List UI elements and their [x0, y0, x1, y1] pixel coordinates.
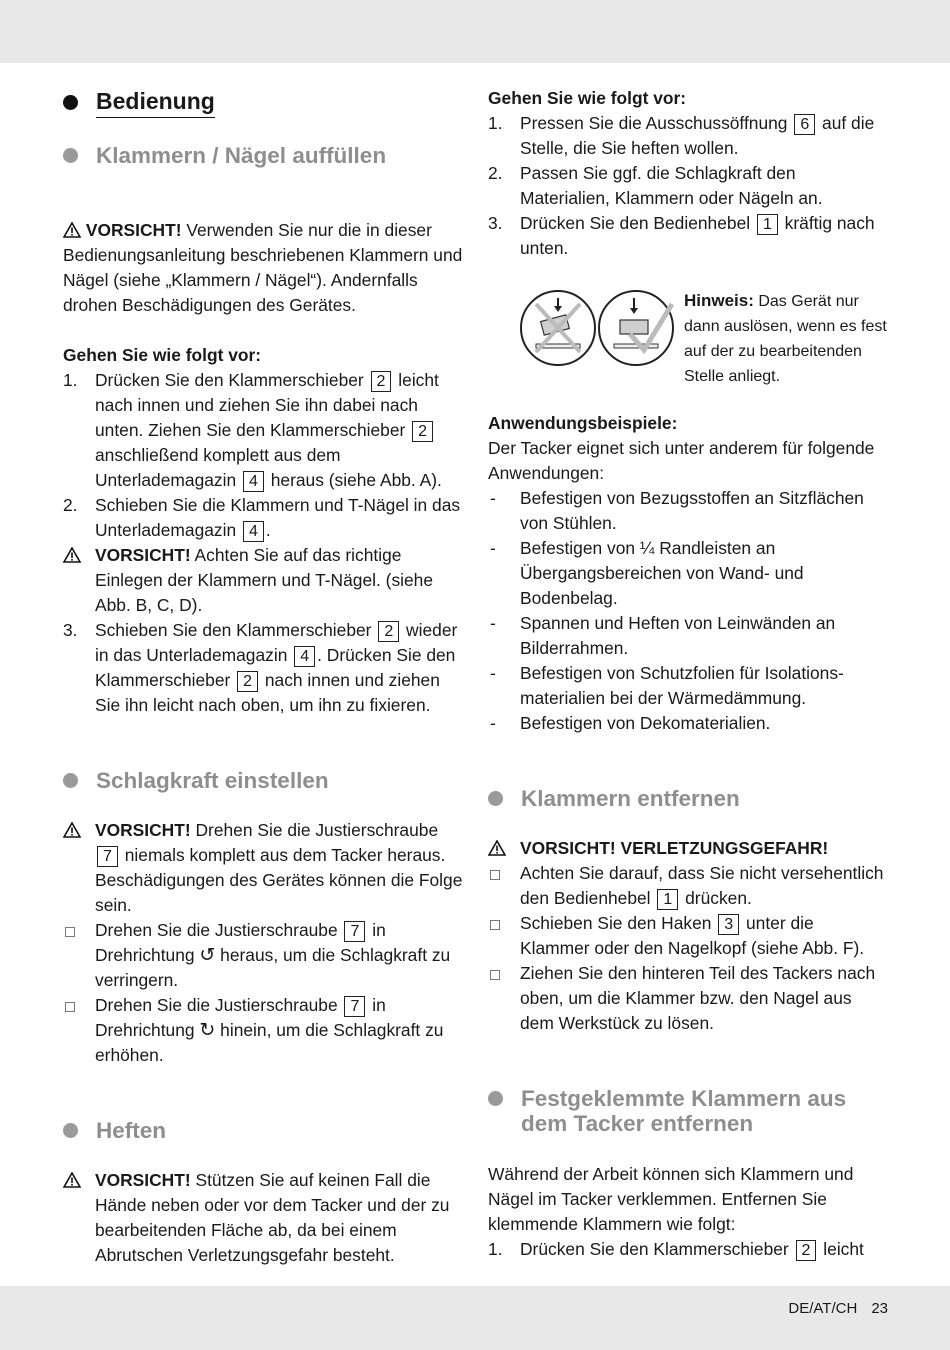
part-number-badge: 2: [378, 621, 399, 642]
square-bullet-icon: [490, 870, 500, 880]
part-number-badge: 7: [344, 921, 365, 942]
part-number-badge: 7: [344, 996, 365, 1017]
section-heading-heften: Heften: [63, 1118, 463, 1143]
part-number-badge: 2: [371, 371, 392, 392]
square-bullet-icon: [65, 927, 75, 937]
list-item: - Spannen und Heften von Leinwänden an Bilderrahmen.: [490, 613, 836, 658]
list-item: 1. Drücken Sie den Klammerschieber 2 leicht: [488, 1239, 864, 1259]
list-item: - Befestigen von Dekomaterialien.: [490, 713, 771, 733]
examples-intro: Der Tacker eignet sich unter anderem für folgende Anwendungen:: [488, 438, 875, 483]
list-item: 3. Schieben Sie den Klammerschieber 2 wieder in das Unterlademagazin 4 . Drücken Sie den Klammerschieber 2 nach innen und ziehen Sie ihn leicht nach oben, um ihn zu fixieren.: [63, 620, 458, 715]
part-number-badge: 6: [794, 114, 815, 135]
square-bullet-icon: [65, 1002, 75, 1012]
list-item: Drehen Sie die Justierschraube 7 in Drehrichtung ↺ heraus, um die Schlagkraft zu verringern.: [63, 918, 463, 993]
list-item-warning: VORSICHT! Drehen Sie die Justierschraube 7 niemals komplett aus dem Tacker heraus. Beschädigungen des Gerätes können die Folge sein.: [63, 818, 463, 918]
list-item: Schieben Sie den Haken 3 unter die Klammer oder den Nagelkopf (siehe Abb. F).: [488, 911, 888, 961]
warning-triangle-icon: [63, 1172, 81, 1188]
paragraph: Während der Arbeit können sich Klammern und Nägel im Tacker verklemmen. Entfernen Sie klemmende Klammern wie folgt:: [488, 1164, 854, 1234]
part-number-badge: 2: [796, 1240, 817, 1261]
bullet-dot-icon: [63, 1123, 78, 1138]
part-number-badge: 2: [237, 671, 258, 692]
section-heading-festgeklemmt: Festgeklemmte Klammern aus dem Tacker entfernen: [488, 1086, 888, 1136]
warning-paragraph: VORSICHT! Verwenden Sie nur die in dieser Bedienungsanleitung beschriebenen Klammern und Nägel (siehe „Klammern / Nägel“). Andernfalls drohen Beschädigungen des Gerätes.: [63, 220, 463, 315]
left-column: [63, 86, 463, 1268]
part-number-badge: 3: [718, 914, 739, 935]
list-item: - Befestigen von ¼ Randleisten an Übergangsbereichen von Wand- und Bodenbelag.: [490, 538, 804, 608]
bullet-dot-icon: [63, 773, 78, 788]
right-column: [488, 86, 888, 1262]
list-item-warning: VORSICHT! Stützen Sie auf keinen Fall die Hände neben oder vor dem Tacker und der zu bearbeitenden Fläche ab, da bei einem Abrutschen Verletzungsgefahr besteht.: [63, 1168, 463, 1268]
top-band: [0, 0, 950, 63]
bullet-dot-icon: [488, 1091, 503, 1106]
bullet-dot-icon: [63, 148, 78, 163]
list-item: Ziehen Sie den hinteren Teil des Tackers nach oben, um die Klammer bzw. den Nagel aus dem Werkstück zu lösen.: [488, 961, 888, 1036]
part-number-badge: 7: [97, 846, 118, 867]
page-number: 23: [871, 1300, 888, 1317]
bullet-dot-icon: [488, 791, 503, 806]
warning-triangle-icon: [488, 840, 506, 856]
part-number-badge: 2: [412, 421, 433, 442]
rotate-ccw-icon: ↺: [199, 945, 216, 966]
square-bullet-icon: [490, 970, 500, 980]
list-item: - Befestigen von Schutzfolien für Isolations-materialien bei der Wärmedämmung.: [490, 663, 844, 708]
region-label: DE/AT/CH: [788, 1300, 858, 1317]
hint-block: Hinweis: Das Gerät nur dann auslösen, wenn es fest auf der zu bearbeitenden Stelle anliegt.: [488, 286, 888, 389]
list-item-warning: VORSICHT! Achten Sie auf das richtige Einlegen der Klammern und T-Nägel. (siehe Abb. B, C, D).: [63, 543, 463, 618]
part-number-badge: 4: [294, 646, 315, 667]
part-number-badge: 1: [757, 214, 778, 235]
list-item: 2. Schieben Sie die Klammern und T-Nägel in das Unterlademagazin 4 .: [63, 495, 461, 540]
examples-heading: Anwendungsbeispiele:: [488, 413, 678, 433]
bullet-dot-icon: [63, 95, 78, 110]
section-heading-auffuellen: Klammern / Nägel auffüllen: [63, 143, 463, 168]
steps-heading: Gehen Sie wie folgt vor:: [488, 88, 687, 108]
square-bullet-icon: [490, 920, 500, 930]
list-item: 1. Pressen Sie die Ausschussöffnung 6 auf die Stelle, die Sie heften wollen.: [488, 113, 875, 158]
steps-heading: Gehen Sie wie folgt vor:: [63, 345, 262, 365]
bottom-band: [0, 1286, 950, 1350]
warning-triangle-icon: [63, 222, 81, 238]
list-item: Achten Sie darauf, dass Sie nicht versehentlich den Bedienhebel 1 drücken.: [488, 861, 888, 911]
tacker-wrong-icon: [521, 291, 595, 365]
part-number-badge: 4: [243, 471, 264, 492]
list-item: - Befestigen von Bezugsstoffen an Sitzflächen von Stühlen.: [490, 488, 864, 533]
part-number-badge: 4: [243, 521, 264, 542]
tacker-illustration-icon: [488, 286, 678, 386]
section-heading-bedienung: Bedienung: [63, 86, 463, 118]
warning-triangle-icon: [63, 547, 81, 563]
warning-triangle-icon: [63, 822, 81, 838]
section-heading-schlagkraft: Schlagkraft einstellen: [63, 768, 463, 793]
part-number-badge: 1: [657, 889, 678, 910]
rotate-cw-icon: ↻: [199, 1020, 216, 1041]
list-item: 1. Drücken Sie den Klammerschieber 2 leicht nach innen und ziehen Sie ihn dabei nach unten. Ziehen Sie den Klammerschieber 2 anschließend komplett aus dem Unterlademagazin 4 heraus (siehe Abb. A).: [63, 370, 442, 490]
list-item: 3. Drücken Sie den Bedienhebel 1 kräftig nach unten.: [488, 213, 875, 258]
page-footer: [774, 1300, 888, 1317]
tacker-right-icon: [599, 291, 673, 365]
list-item: 2. Passen Sie ggf. die Schlagkraft den Materialien, Klammern oder Nägeln an.: [488, 163, 823, 208]
list-item: Drehen Sie die Justierschraube 7 in Drehrichtung ↻ hinein, um die Schlagkraft zu erhöhen.: [63, 993, 463, 1068]
section-heading-entfernen: Klammern entfernen: [488, 786, 888, 811]
list-item-warning: VORSICHT! VERLETZUNGSGEFAHR!: [488, 836, 888, 861]
